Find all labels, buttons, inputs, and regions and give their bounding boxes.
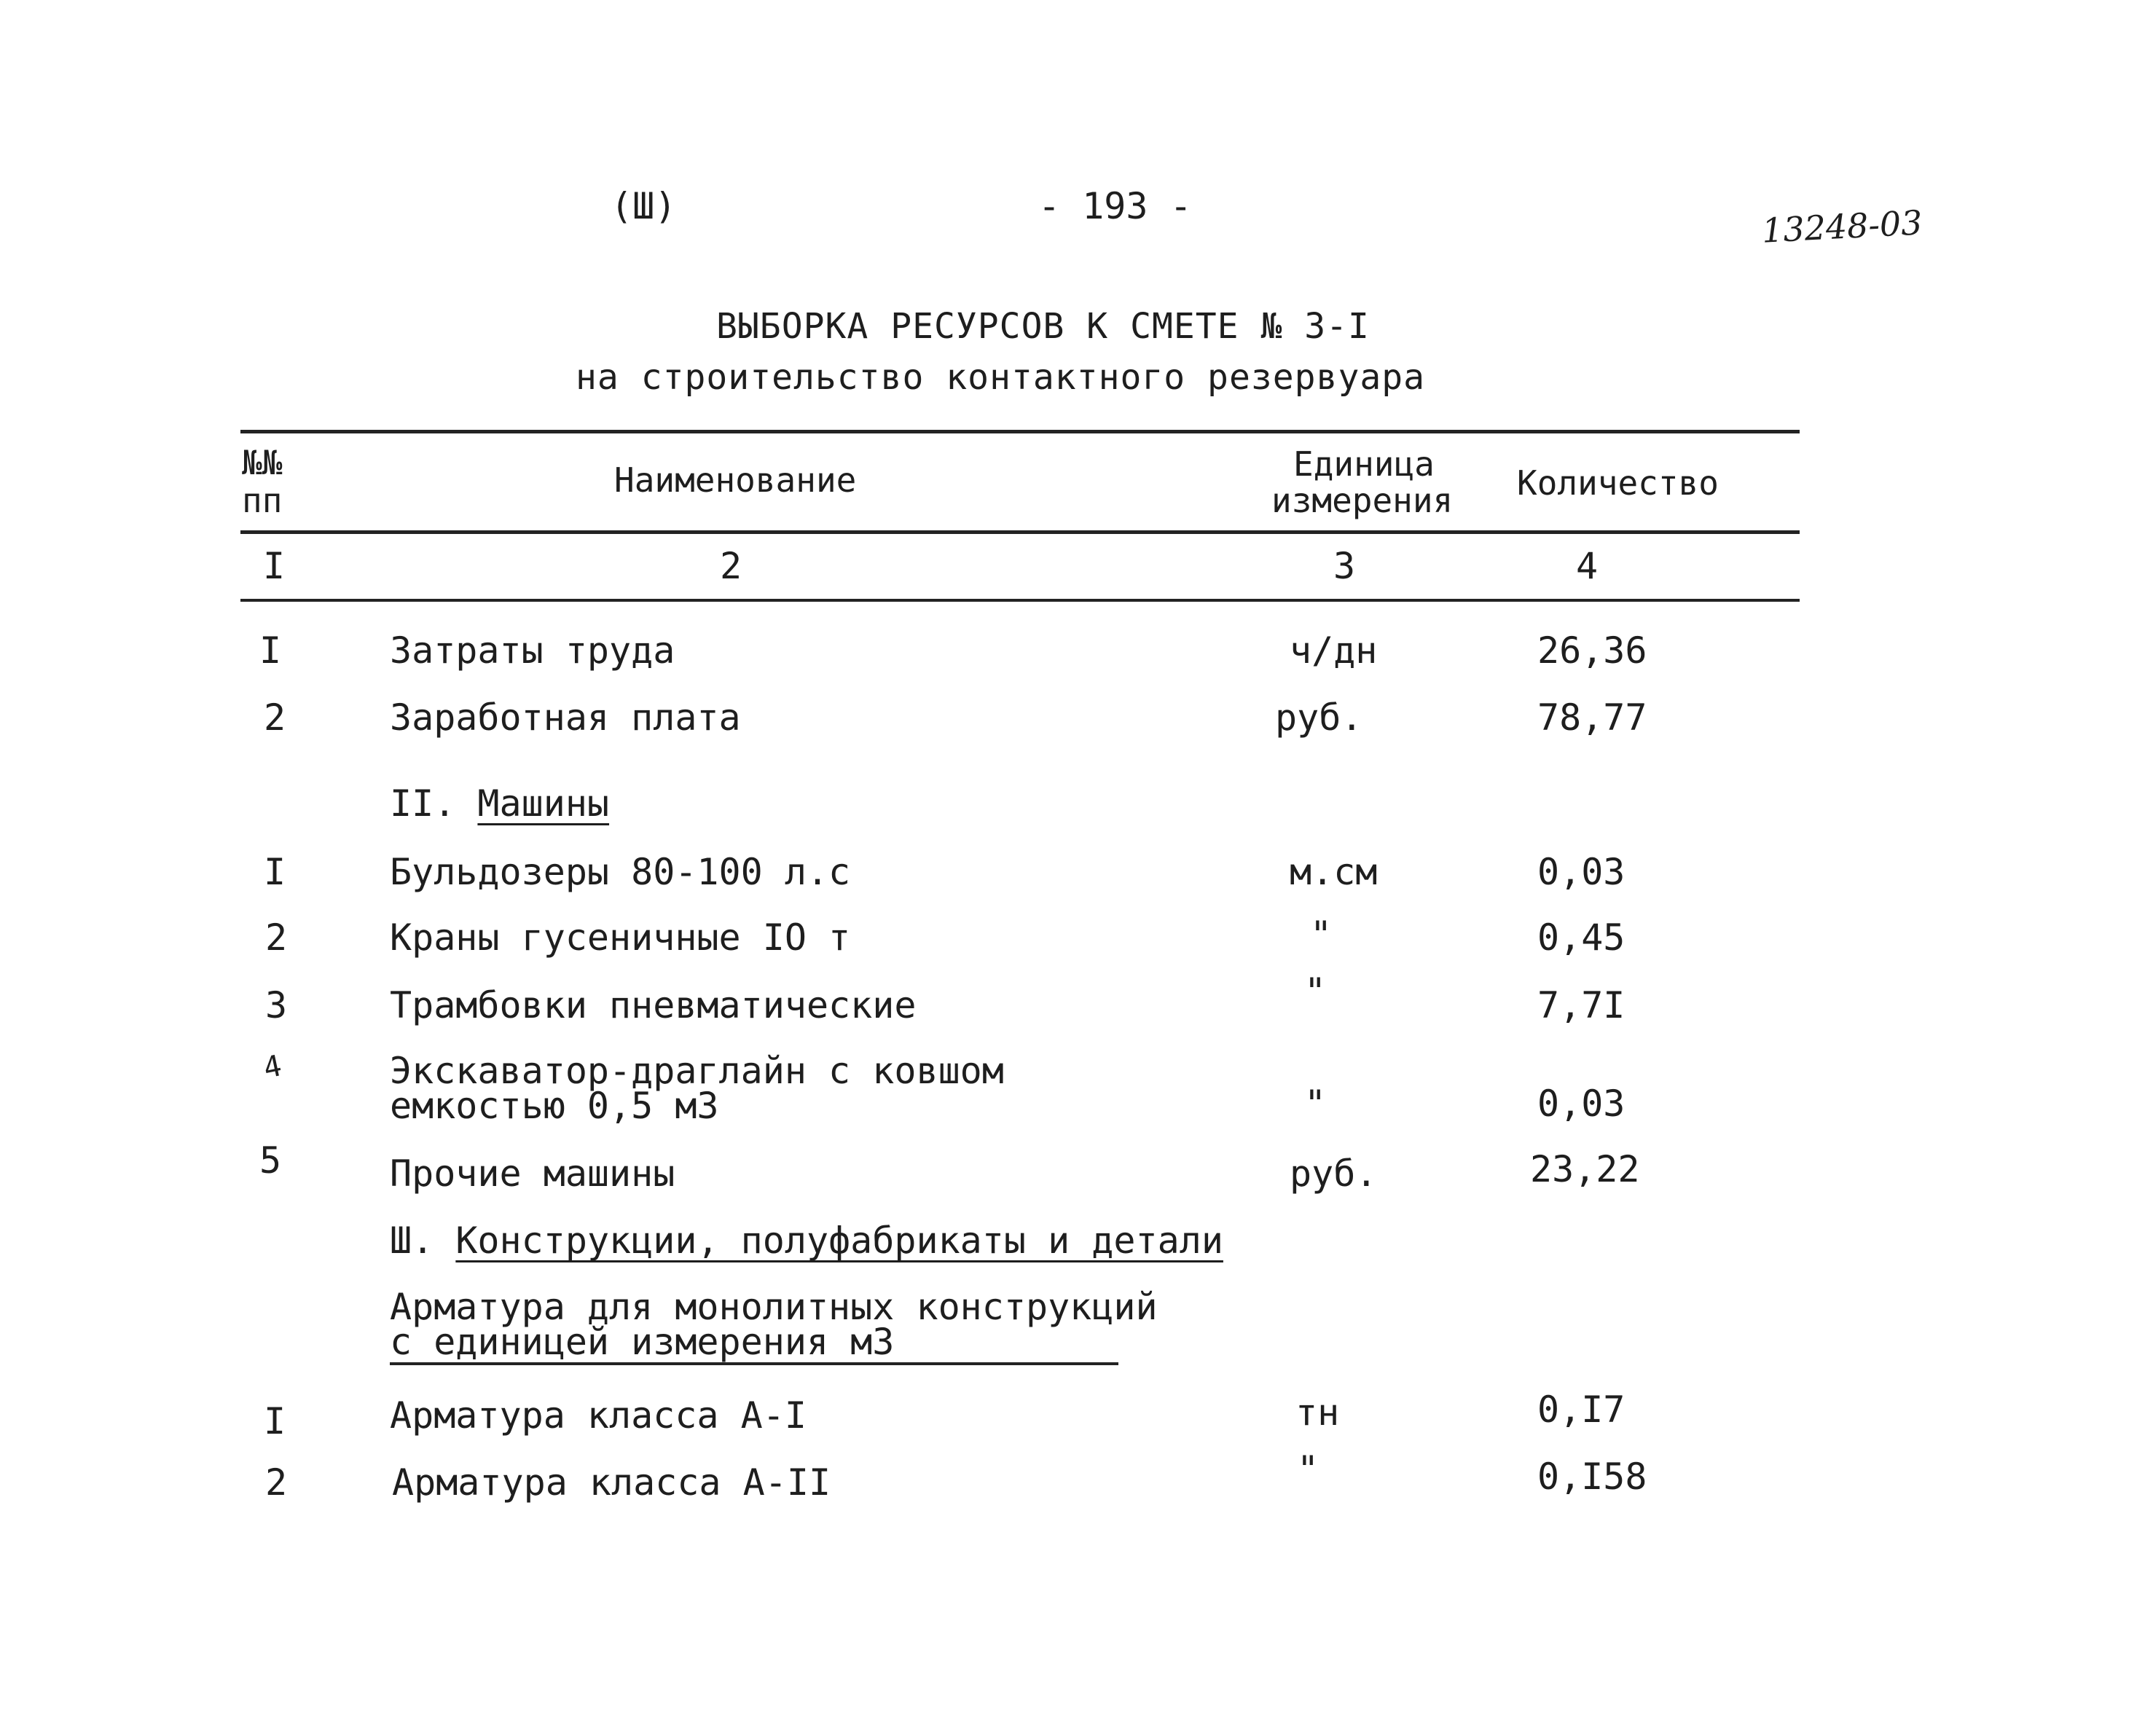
row-name: Арматура класса А-II: [392, 1461, 831, 1504]
row-qty: 26,36: [1537, 629, 1647, 672]
row-num: 2: [265, 916, 288, 959]
document-title: ВЫБОРКА РЕСУРСОВ К СМЕТЕ № 3-I: [716, 306, 1370, 347]
row-qty: 23,22: [1530, 1148, 1640, 1190]
row-name-line2: емкостью 0,5 м3: [390, 1085, 719, 1127]
column-numbers-rule: [240, 599, 1800, 602]
col-number-3: 3: [1333, 545, 1356, 587]
section-heading-constructions: [390, 1219, 1223, 1262]
row-name-line1: Экскаватор-драглайн с ковшом: [390, 1050, 1004, 1092]
document-subtitle: на строительство контактного резервуара: [576, 357, 1426, 398]
row-name: Краны гусеничные IO т: [390, 916, 851, 959]
row-unit: ": [1304, 1083, 1327, 1125]
row-name: Заработная плата: [390, 696, 741, 739]
col-number-1: I: [262, 545, 286, 587]
row-qty: 0,45: [1537, 916, 1625, 959]
row-unit: руб.: [1290, 1152, 1378, 1195]
section-title: Машины: [477, 782, 610, 825]
col-number-2: 2: [719, 545, 742, 587]
row-unit: ": [1297, 1448, 1319, 1490]
page-number: - 193 -: [1038, 185, 1192, 227]
section-prefix: II.: [390, 782, 456, 825]
col-header-name: Наименование: [614, 460, 857, 500]
row-num: 5: [259, 1139, 282, 1182]
section-title: Конструкции, полуфабрикаты и детали: [455, 1219, 1223, 1262]
row-num: 4: [260, 1048, 285, 1086]
row-qty: 7,7I: [1537, 984, 1625, 1026]
row-num: I: [264, 851, 286, 893]
row-name: Трамбовки пневматические: [390, 984, 917, 1026]
row-qty: 0,I7: [1537, 1389, 1625, 1431]
row-num: 2: [264, 696, 286, 739]
row-unit: м.см: [1290, 851, 1378, 893]
row-qty: 78,77: [1537, 696, 1647, 739]
row-num: I: [264, 1400, 286, 1442]
row-name: Прочие машины: [390, 1152, 675, 1195]
col-header-unit-line2: измерения: [1271, 481, 1454, 520]
row-qty: 0,I58: [1537, 1456, 1647, 1498]
subsection-line2: с единицей измерения м3: [390, 1321, 895, 1363]
row-unit: тн: [1295, 1391, 1340, 1434]
row-num: 2: [265, 1461, 288, 1504]
row-num: 3: [265, 984, 288, 1026]
col-header-qty: Количество: [1517, 463, 1719, 503]
subsection-heading: [390, 1286, 1158, 1365]
table-top-rule: [240, 430, 1800, 433]
subsection-line1: Арматура для монолитных конструкций: [390, 1286, 1158, 1328]
row-unit: ": [1304, 970, 1327, 1013]
row-qty: 0,03: [1537, 1083, 1625, 1125]
col-header-num-line2: пп: [242, 481, 283, 520]
section-prefix: Ш.: [390, 1219, 434, 1262]
row-num: I: [259, 629, 282, 672]
table-header-rule: [240, 530, 1800, 534]
archive-code: 13248-03: [1760, 203, 1923, 251]
col-header-num-line1: №№: [242, 443, 283, 482]
section-heading-machines: [390, 782, 610, 825]
row-name: Бульдозеры 80-100 л.с: [390, 851, 851, 893]
row-name: Затраты труда: [390, 629, 675, 672]
section-mark: (Ш): [611, 185, 677, 227]
row-unit: руб.: [1275, 696, 1363, 739]
row-qty: 0,03: [1537, 851, 1625, 893]
row-name: Арматура класса А-I: [390, 1394, 807, 1437]
row-unit: ": [1310, 914, 1333, 956]
col-number-4: 4: [1575, 545, 1599, 587]
col-header-unit-line1: Единица: [1293, 444, 1435, 484]
row-unit: ч/дн: [1290, 629, 1378, 672]
